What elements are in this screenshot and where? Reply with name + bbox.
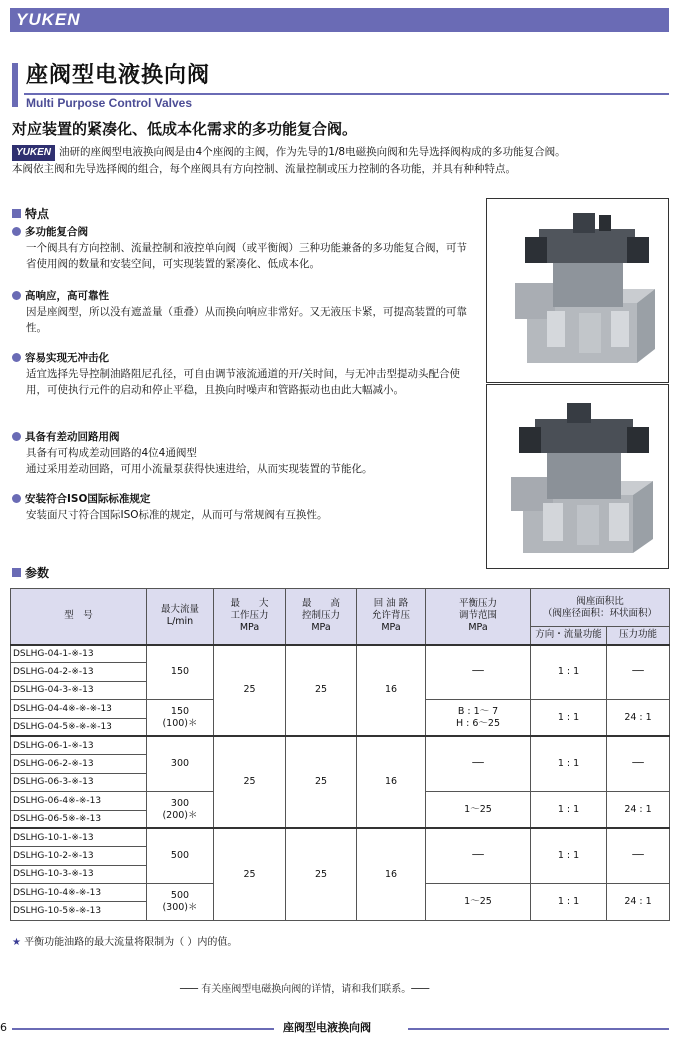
col-max-flow: 最大流量 L/min	[147, 589, 214, 645]
circle-bullet-icon	[12, 291, 21, 300]
feature-title	[12, 430, 471, 445]
features-heading-text: 特点	[25, 207, 50, 221]
table-row: DSLHG-10-5※-※-13	[11, 902, 670, 920]
feature-desc: 一个阀具有方向控制、流量控制和液控单向阀（或平衡阀）三种功能兼备的多功能复合阀，可节省使用阀的数量和安装空间，可实现装置的紧凑化、低成本化。	[26, 242, 467, 270]
valve-image-1	[487, 199, 668, 382]
col-model: 型 号	[11, 589, 147, 645]
feature-title-text: 多功能复合阀	[25, 226, 88, 238]
params-heading-text: 参数	[25, 566, 50, 580]
brand-logo: YUKEN	[16, 10, 81, 29]
feature-title-text: 高响应，高可靠性	[25, 290, 109, 302]
table-row: DSLHG-10-3-※-13	[11, 865, 670, 883]
table-row: DSLHG-04-2-※-13	[11, 663, 670, 681]
page-number: 6	[0, 1021, 7, 1034]
table-row: DSLHG-06-2-※-13	[11, 755, 670, 773]
table-row: DSLHG-06-3-※-13	[11, 773, 670, 791]
footer-title: 座阀型电液换向阀	[283, 1021, 371, 1034]
feature-title	[12, 225, 471, 240]
footer-divider-right	[408, 1028, 669, 1030]
feature-desc: 因是座阀型，所以没有遮盖量（重叠）从而换向响应非常好。又无液压卡紧，可提高装置的可靠性。	[26, 306, 467, 334]
feature-title	[12, 492, 471, 507]
headline: 对应装置的紧凑化、低成本化需求的多功能复合阀。	[12, 120, 358, 138]
feature-desc: 适宜选择先导控制油路阻尼孔径，可自由调节液流通道的开/关时间，与无冲击型提动头配合使用，可使执行元件的启动和停止平稳，且换向时噪声和管路振动也由此大幅减小。	[26, 368, 461, 396]
footnote	[12, 936, 237, 950]
feature-desc: 具备有可构成差动回路的4位4通阀型 通过采用差动回路，可用小流量泵获得快速进给，从而实现装置的节能化。	[26, 447, 373, 475]
table-row: DSLHG-04-3-※-13	[11, 681, 670, 699]
intro-line-2: 本阀依主阀和先导选择阀的组合，每个座阀具有方向控制、流量控制或压力控制的各功能，并具有种种特点。	[12, 163, 516, 175]
feature-title-text: 具备有差动回路用阀	[25, 431, 120, 443]
feature-item	[12, 225, 471, 272]
intro-brand: YUKEN	[12, 145, 55, 161]
features-heading	[12, 206, 49, 222]
feature-title-text: 安装符合ISO国际标准规定	[25, 493, 151, 505]
circle-bullet-icon	[12, 494, 21, 503]
feature-item	[12, 430, 471, 477]
table-row: DSLHG-04-1-※-13 150 25 25 16 ── 1 : 1 ──	[11, 645, 670, 663]
table-row: DSLHG-10-1-※-13 500 25 25 16 ── 1 : 1 ──	[11, 828, 670, 846]
feature-title	[12, 289, 471, 304]
spec-table	[10, 588, 670, 921]
feature-item	[12, 289, 471, 336]
title-accent	[12, 63, 18, 107]
col-pilot-pressure: 最 高 控制压力 MPa	[286, 589, 357, 645]
footnote-text: 平衡功能油路的最大流量将限制为（ ）内的值。	[24, 937, 238, 948]
footer-divider-left	[12, 1028, 274, 1030]
square-bullet-icon	[12, 568, 21, 577]
col-balance: 平衡压力 调节范围 MPa	[426, 589, 531, 645]
contact-note: ─── 有关座阀型电磁换向阀的详情，请和我们联系。───	[180, 984, 430, 995]
col-work-pressure: 最 大 工作压力 MPa	[214, 589, 286, 645]
feature-desc: 安装面尺寸符合国际ISO标准的规定，从而可与常规阀有互换性。	[26, 509, 328, 521]
feature-item	[12, 351, 471, 398]
feature-title	[12, 351, 471, 366]
table-row: DSLHG-04-4※-※-※-13 150 (100)＊ B : 1～ 7 H : 6～25 1 : 1 24 : 1	[11, 700, 670, 718]
star-icon: ★	[12, 937, 21, 948]
table-row: DSLHG-04-5※-※-※-13	[11, 718, 670, 736]
page-subtitle: Multi Purpose Control Valves	[26, 96, 193, 110]
intro-line-1	[12, 144, 566, 161]
circle-bullet-icon	[12, 227, 21, 236]
square-bullet-icon	[12, 209, 21, 218]
table-row: DSLHG-06-1-※-13 300 25 25 16 ── 1 : 1 ──	[11, 736, 670, 754]
product-photo-1	[486, 198, 669, 383]
intro-text-1: 油研的座阀型电液换向阀是由4个座阀的主阀，作为先导的1/8电磁换向阀和先导选择阀构成的多功能复合阀。	[59, 146, 566, 158]
table-row: DSLHG-10-2-※-13	[11, 847, 670, 865]
page-title: 座阀型电液换向阀	[26, 63, 211, 88]
table-row: DSLHG-06-5※-※-13	[11, 810, 670, 828]
header-bar	[10, 8, 669, 32]
feature-title-text: 容易实现无冲击化	[25, 352, 109, 364]
col-dir-flow: 方向・流量功能	[531, 627, 607, 645]
table-row: DSLHG-10-4※-※-13 500 (300)＊ 1～25 1 : 1 24 : 1	[11, 884, 670, 902]
circle-bullet-icon	[12, 353, 21, 362]
table-row: DSLHG-06-4※-※-13 300 (200)＊ 1～25 1 : 1 24 : 1	[11, 792, 670, 810]
circle-bullet-icon	[12, 432, 21, 441]
col-area-ratio: 阀座面积比 （阀座径面积：环状面积）	[531, 589, 670, 627]
col-back-pressure: 回 油 路 允许背压 MPa	[357, 589, 426, 645]
title-divider	[24, 93, 669, 95]
col-pressure-func: 压力功能	[607, 627, 670, 645]
product-photo-2	[486, 384, 669, 569]
valve-image-2	[487, 385, 668, 568]
params-heading	[12, 565, 49, 581]
feature-item	[12, 492, 471, 523]
